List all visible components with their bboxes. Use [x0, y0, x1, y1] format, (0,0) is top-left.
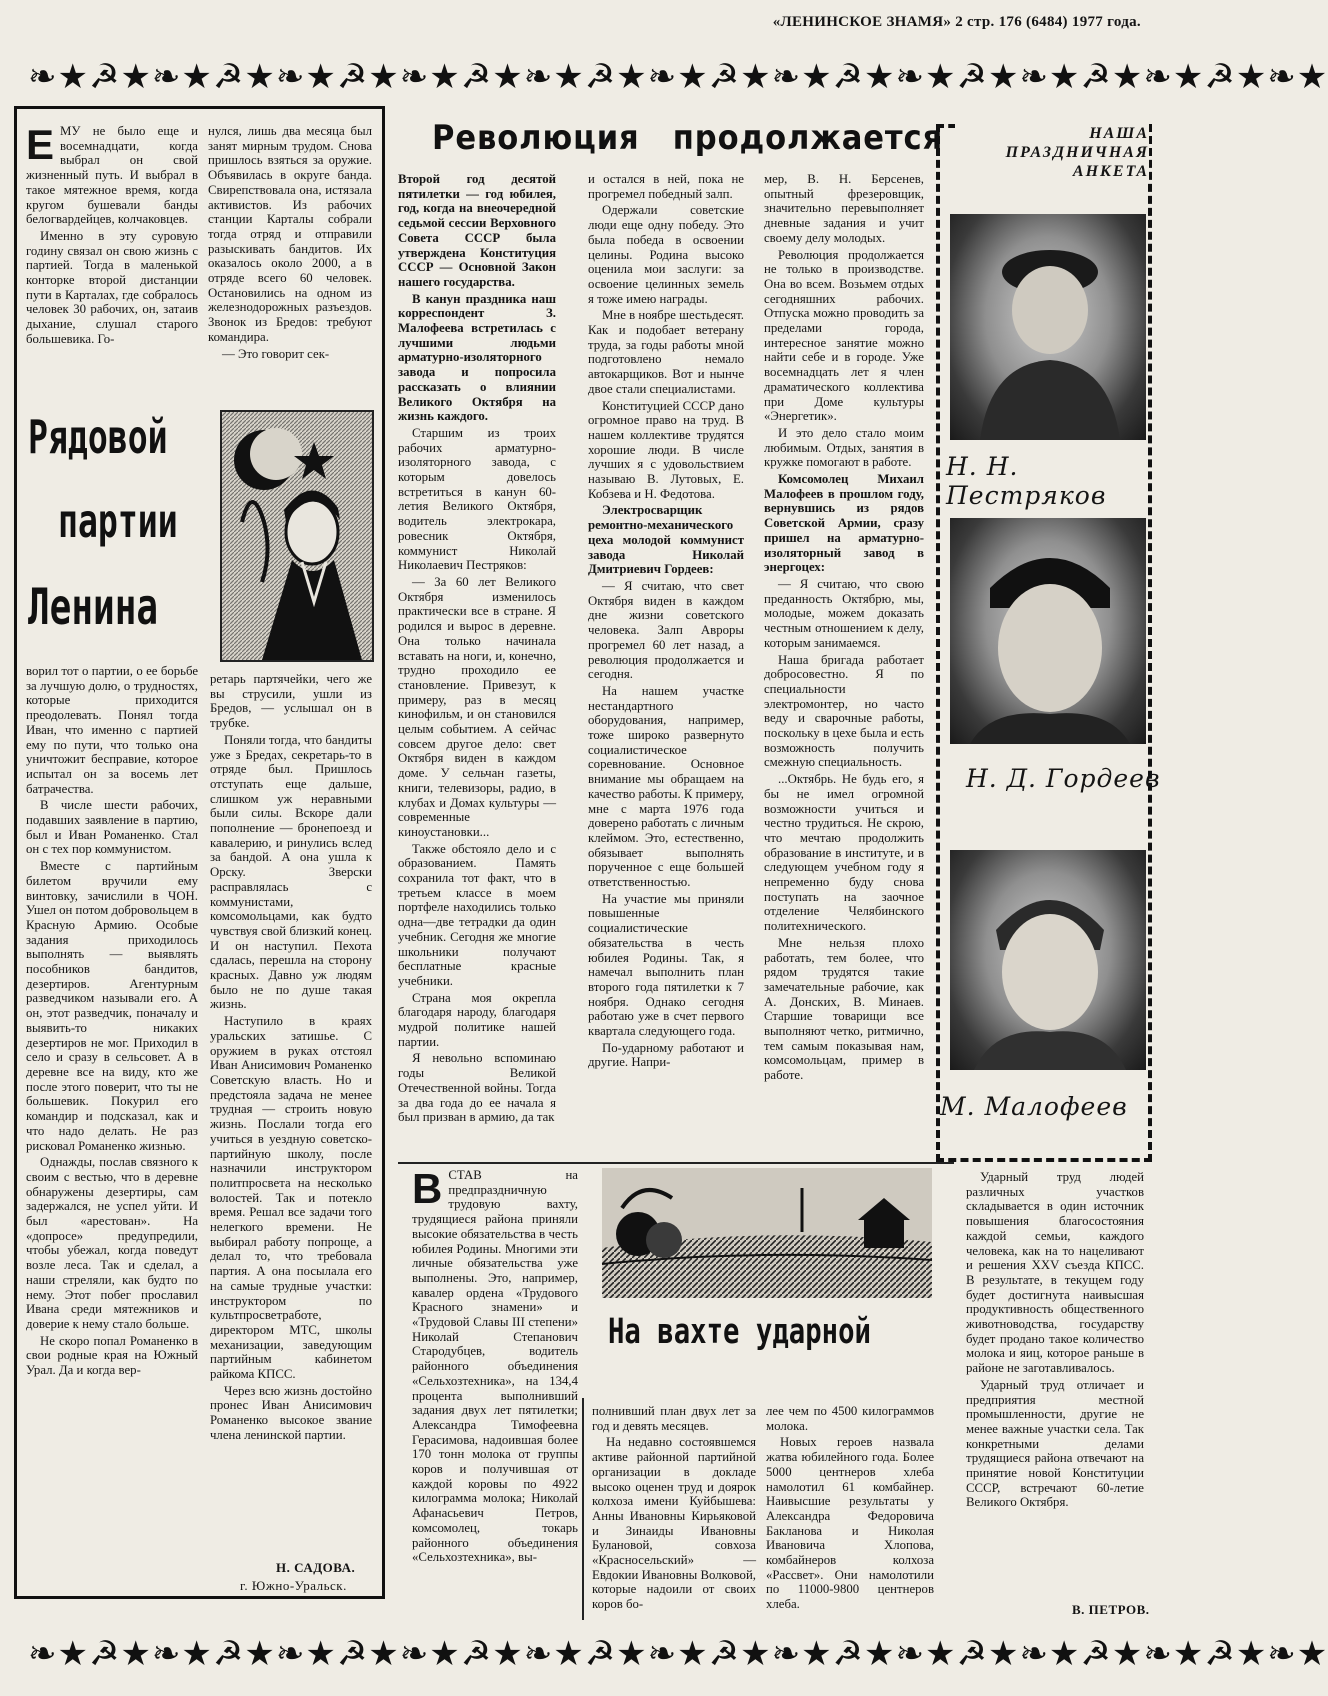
article2-paragraph: Революция продолжается не только в производстве. Она во всем. Возьмем отдых сегодняшних рабочих. Отпуска можно проводить за пределами города, интересное занятие можно найти себе и в городе. Уже восемнадцать лет я член драматического коллектива при Доме культуры «Энергетик».	[764, 247, 924, 424]
article2-paragraph: Страна моя окрепла благодаря народу, благодаря мудрой политике нашей партии.	[398, 990, 556, 1049]
article2-col3	[764, 172, 924, 1150]
article1-title-line: Ленина	[28, 578, 159, 636]
article2-paragraph: Конституцией СССР дано огромное право на труд. В нашем коллективе трудятся хорошие люди. В числе лучших я с удовольствием называю В. Лутовых, Е. Кобзева и Н. Федотова.	[588, 398, 744, 501]
article2-paragraph: По-ударному работают и другие. Напри-	[588, 1040, 744, 1070]
article3-title: На вахте ударной	[608, 1312, 871, 1352]
photo-malofeev	[950, 850, 1146, 1070]
article3-paragraph: лее чем по 4500 килограммов молока.	[766, 1404, 934, 1433]
article1-illustration	[220, 410, 374, 662]
article2-paragraph: Я невольно вспоминаю годы Великой Отечественной войны. Тогда за два года до ее начала я был призван в армию, да так	[398, 1051, 556, 1125]
article1-paragraph: МУ не было еще и восемнадцати, когда выбрал он свой жизненный путь. И выбрал в такое мятежное время, когда кругом бушевали банды белогвардейцев, колчаковцев.	[26, 124, 198, 227]
article3-paragraph: На недавно состоявшемся активе районной партийной организации в докладе высоко оценен труд и доярок колхоза имени Куйбышева: Анны Ивановны Кирьяковой и Зинаиды Ивановны Булановой, совхоза «Красносельский» — Евдокии Ивановны Волковой, которые надоили от своих коров бо-	[592, 1435, 756, 1612]
article2-paragraph: В канун праздника наш корреспондент З. Малофеева встретилась с лучшими людьми арматурно-изоляторного завода и попросила рассказать о влиянии Великого Октября на жизнь каждого.	[398, 291, 556, 424]
article2-paragraph: мер, В. Н. Берсенев, опытный фрезеровщик, значительно перевыполняет дневные задания и учит своему делу молодых.	[764, 172, 924, 245]
article3-paragraph: Ударный труд отличает и предприятия местной промышленности, другие не менее важные участки села. Так конкретными делами трудящиеся района отвечают на принятие новой Конституции СССР, встречают 60-летие Великого Октября.	[966, 1377, 1144, 1510]
survey-label: НАША ПРАЗДНИЧНАЯ АНКЕТА	[955, 122, 1149, 183]
article2-paragraph: На нашем участке нестандартного оборудования, например, тоже широко развернуто социалистическое соревнование. Основное внимание мы обращаем на качество работы. К примеру, мне с марта 1976 года доверено работать с личным клеймом. Это, естественно, обязывает выполнять порученное с еще большей ответственностью.	[588, 683, 745, 890]
article3-col4	[966, 1170, 1144, 1598]
article3-paragraph: СТАВ на предпраздничную трудовую вахту, трудящиеся района приняли высокие обязательства в честь юбилея Родины. Многими эти личные обязательства уже выполнены. Это, например, кавалер ордена «Трудового Красного знамени» и «Трудовой Славы III степени» Николай Степанович Стародубцев, водитель районного объединения «Сельхозтехника», на 134,4 процента выполнивший задания двух лет пятилетки; Александра Тимофеевна Герасимова, надоившая более 170 тонн молока от группы коров и получившая от каждой коровы по 4922 килограмма молока; Николай Афанасьевич Петров, комсомолец, токарь районного объединения «Сельхозтехника», вы-	[412, 1168, 578, 1565]
article3-illustration	[602, 1168, 932, 1298]
article2-col2	[588, 172, 744, 1150]
article3-drop-cap: В	[412, 1165, 443, 1212]
article1-paragraph: Однажды, послав связного к своим с вестью, что в деревне обнаружены дезертиры, сам задержался, не успел уйти. И был «арестован». На «допросе» предупредили, чтобы убежал, когда поведут возле леса. Так и сделал, а наши стреляли, как будто по нему. Этот побег прославил Ивана среди мятежников и доверие к нему стало больше.	[26, 1155, 198, 1331]
article1-col1	[26, 121, 198, 402]
article2-paragraph: Второй год десятой пятилетки — год юбилея, год, когда на внеочередной седьмой сессии Верховного Совета СССР была утверждена Конституция СССР — Основной Закон нашего государства.	[398, 172, 556, 289]
article2-paragraph: И это дело стало моим любимым. Отдых, занятия в кружке помогают в работе.	[764, 425, 924, 470]
article2-paragraph: Комсомолец Михаил Малофеев в прошлом году, вернувшись из рядов Советской Армии, сразу пришел на арматурно-изоляторный завод в энергоцех:	[764, 472, 924, 575]
article2-paragraph: и остался в ней, пока не прогремел победный залп.	[588, 172, 744, 201]
article2-paragraph: Мне в ноябре шестьдесят. Как и подобает ветерану труда, за годы работы мной подготовлено немало автокарщиков. Вот и нынче двое стали специалистами.	[588, 308, 744, 396]
article1-col1-lower	[26, 664, 198, 1579]
article1-col2	[208, 124, 372, 402]
article3-paragraph: Новых героев назвала жатва юбилейного года. Более 5000 центнеров хлеба намолотил 61 комбайнер. Наивысшие результаты у Александра Федоровича Бакланова и Николая Ивановича Хлопова, комбайнеров колхоза «Рассвет». Они намолотили по 11000-9800 центнеров хлеба.	[766, 1435, 934, 1612]
article1-drop-cap: Е	[26, 121, 55, 168]
article2-paragraph: На участие мы приняли повышенные социалистические обязательства в честь юбилея Родины. Так, я намечал выполнить план второго года пятилетки к 7 ноября. Однако сегодня работаю уже в счет первого квартала следующего года.	[588, 891, 744, 1039]
article1-col2-lower	[210, 672, 372, 1542]
article1-paragraph: ворил тот о партии, о ее борьбе за лучшую долю, о трудностях, которые приходится преодолевать. Понял тогда Иван, что именно с партией ему по пути, что только она уничтожит бесправие, которое испытал он за восемь лет батрачества.	[26, 664, 198, 796]
masthead: «ЛЕНИНСКОЕ ЗНАМЯ» 2 стр. 176 (6484) 1977 года.	[772, 14, 1141, 30]
article2-paragraph: — Я считаю, что свет Октября виден в каждом дне жизни советского человека. Залп Авроры прогремел 60 лет назад, а революция продолжается и сегодня.	[588, 578, 744, 682]
photo-caption: М. Малофеев	[940, 1092, 1128, 1121]
article3-divider	[582, 1398, 584, 1620]
article1-city: г. Южно-Уральск.	[240, 1578, 347, 1593]
article1-paragraph: В числе шести рабочих, подавших заявление в партию, был и Иван Романенко. Стал он с тех пор коммунистом.	[26, 798, 198, 857]
article3-paragraph: Ударный труд людей различных участков складывается в один источник повышения благосостояния каждой семьи, каждого человека, как на то нацеливают и решения XXV съезда КПСС. В результате, в текущем году будет достигнута наивысшая продуктивность общественного животноводства, государству будет продано такое количество молока и яиц, которое раньше в районе не заготавливалось.	[966, 1170, 1144, 1376]
photo-gordeev	[950, 518, 1146, 744]
photo-caption: Н. Д. Гордеев	[966, 764, 1161, 793]
article1-paragraph: — Это говорит сек-	[222, 346, 330, 361]
article2-paragraph: Старшим из троих рабочих арматурно-изоляторного завода, с которым довелось встретиться в канун 60-летия Великого Октября, водитель электрокара, ровесник Октября, коммунист Николай Николаевич Пестряков:	[398, 425, 556, 573]
article1-paragraph: нулся, лишь два месяца был занят мирным трудом. Снова пришлось взяться за оружие. Объявилась в округе банда. Свирепствовала она, истязала активистов. Из рабочих станции Карталы собрали тогда отряд и отправили разыскивать бандитов. Их оказалось около 2000, а в отряде всего 60 человек. Остановились на одном из железнодорожных разъездов. Звонок из Бредов: требуют командира.	[208, 124, 372, 344]
article1-paragraph: Наступило в краях уральских затишье. С оружием в руках отстоял Иван Анисимович Романенко Советскую власть. Но и предстояла задача не менее трудная — строить новую жизнь. Послали тогда его учиться в уездную советско-партийную школу, после назначили инструктором политпросвета на несколько волостей. Так и потекло время. Решал все задачи того нелегкого времени. Не выбирал работу попроще, а делал то, что требовала партия. А она посылала его на самые трудные участки: инструктором по культпросветработе, директором МТС, школы механизации, заведующим партийным кабинетом райкома КПСС.	[210, 1014, 372, 1382]
article2-paragraph: Наша бригада работает добросовестно. Я по специальности электромонтер, но часто веду и сварочные работы, поскольку в цехе была и есть возможность получить смежную специальность.	[764, 652, 924, 770]
article1-paragraph: Через всю жизнь достойно пронес Иван Анисимович Романенко высокое звание члена ленинской партии.	[210, 1383, 372, 1442]
article2-paragraph: — Я считаю, что свою преданность Октябрю, мы, молодые, можем доказать честным отношением к делу, которым занимаемся.	[764, 576, 924, 650]
bottom-ornament-border: ❧★☭★❧★☭★❧★☭★❧★☭★❧★☭★❧★☭★❧★☭★❧★☭★❧★☭★❧★☭★❧★	[28, 1634, 1328, 1674]
article1-title-line: Рядовой	[28, 410, 168, 464]
article1-title-block	[24, 410, 202, 656]
article1-paragraph: Вместе с партийным билетом вручили ему винтовку, зачислили в ЧОН. Ушел он потом добровольцем в Красную Армию. Особые задания приходилось выполнять — выявлять пособников бандитов, дезертиров. Агентурным разведчиком называли его. А он, этот разведчик, поначалу и выявить-то никаких дезертиров не мог. Приходил в село и сразу в сельсовет. А в деревне все на виду, кто же после этого поверит, что ты не большевик. Покурил его командир и подсказал, как и что надо делать. Не раз рисковал Романенко жизнью.	[26, 859, 198, 1153]
article3-author: В. ПЕТРОВ.	[1072, 1602, 1150, 1617]
article2-col1	[398, 172, 556, 1150]
article1-title-line: партии	[58, 494, 178, 548]
photo-pestryakov	[950, 214, 1146, 440]
article3-col3	[766, 1404, 934, 1620]
article2-paragraph: Мне нельзя плохо работать, тем более, что рядом трудятся такие замечательные рабочие, как А. Донских, В. Минаев. Старшие товарищи все выполняют четко, ритмично, тем самым показывая нам, комсомольцам, пример в работе.	[764, 935, 924, 1083]
article1-paragraph: ретарь партячейки, чего же вы струсили, ушли из Бредов, — услышал он в трубке.	[210, 672, 372, 731]
article2-paragraph: Также обстояло дело и с образованием. Память сохранила тот факт, что в третьем классе в моем портфеле находились только одна—две тетрадки да один учебник. Сегодня же многие школьники получают бесплатные красные учебники.	[398, 841, 556, 988]
article2-paragraph: Одержали советские люди еще одну победу. Это была победа в освоении целины. Родина высоко оценила мои заслуги: за освоение целинных земель я тоже имею награды.	[588, 203, 744, 306]
article2-paragraph: — За 60 лет Великого Октября изменилось практически все в стране. Я родился и вырос в деревне. Она только начинала вставать на ноги, и, конечно, трудно проходило ее становление. Привезут, к примеру, раз в месяц кинофильм, и он становился целым событием. А сейчас совсем другое дело: свет Октября виден в каждом доме. У сельчан газеты, книги, телевизоры, радио, в клубах и Домах культуры — современные киноустановки...	[398, 574, 556, 839]
article3-top-rule	[398, 1162, 954, 1164]
photo-caption: Н. Н. Пестряков	[946, 452, 1107, 510]
article1-paragraph: Именно в эту суровую годину связал он свою жизнь с партией. Тогда в маленькой конторке второй дистанции пути в Карталах, где собралось человек 30 рабочих, он, затаив дыхание, слушал старого большевика. Го-	[26, 228, 198, 346]
article2-paragraph: Электросварщик ремонтно-механического цеха молодой коммунист завода Николай Дмитриевич Гордеев:	[588, 503, 744, 577]
article3-col2	[592, 1404, 756, 1620]
article1-paragraph: Не скоро попал Романенко в свои родные края на Южный Урал. Да и когда вер-	[26, 1333, 198, 1378]
article3-paragraph: полнивший план двух лет за год и девять месяцев.	[592, 1404, 756, 1433]
article3-col1	[412, 1165, 578, 1620]
article1-paragraph: Поняли тогда, что бандиты уже з Бредах, секретарь-то в отряде был. Пришлось отступать еще дальше, слишком уж неравными были силы. Вскоре дали пополнение — бронепоезд и кавалерию, и ринулись вслед за бандой. А она ушла к Орску. Зверски расправлялась с коммунистами, комсомольцами, как будто чувствуя свой близкий конец. И он наступил. Пехота сдалась, перешла на сторону красных. Давно уж людям было не по душе такая жизнь.	[210, 732, 372, 1012]
top-ornament-border: ❧★☭★❧★☭★❧★☭★❧★☭★❧★☭★❧★☭★❧★☭★❧★☭★❧★☭★❧★☭★❧★	[28, 57, 1328, 97]
article1-author: Н. САДОВА.	[276, 1560, 356, 1575]
article2-paragraph: ...Октябрь. Не будь его, я бы не имел огромной возможности учиться и честно трудиться. Не скрою, что мечтаю продолжить образование в институте, и в следующем учебном году я непременно буду снова поступать на заочное отделение Челябинского политехнического.	[764, 772, 924, 934]
article2-title: Революция продолжается	[432, 118, 944, 158]
